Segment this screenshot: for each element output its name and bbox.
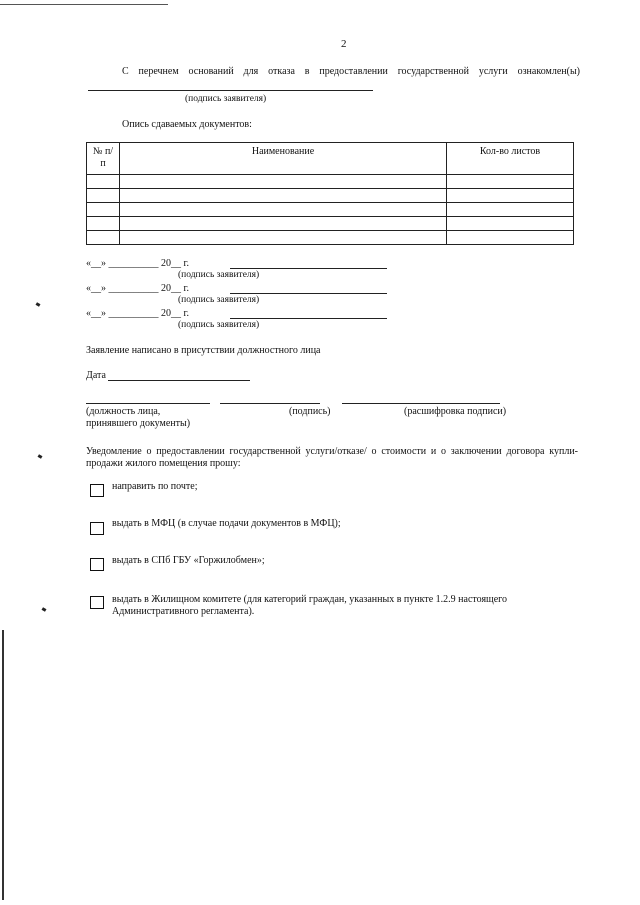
table-row[interactable] xyxy=(87,231,574,245)
column-header-name: Наименование xyxy=(120,143,447,175)
signature-line-3[interactable] xyxy=(230,318,387,319)
applicant-signature-caption: (подпись заявителя) xyxy=(185,94,267,104)
option-housing-committee-label: выдать в Жилищном комитете (для категорий граждан, указанных в пункте 1.2.9 настоящего xyxy=(112,594,508,605)
presence-statement: Заявление написано в присутствии должностного лица xyxy=(86,345,321,356)
official-signature-caption: (подпись) xyxy=(289,406,331,417)
option-gorzhilobmen-checkbox[interactable] xyxy=(90,558,104,571)
refusal-ack-text: С перечнем оснований для отказа в предоставлении государственной услуги ознакомлен(ы) xyxy=(122,66,580,77)
option-mfc-checkbox[interactable] xyxy=(90,522,104,535)
table-row[interactable] xyxy=(87,203,574,217)
date-line[interactable] xyxy=(108,380,250,381)
official-decoding-line[interactable] xyxy=(342,403,500,404)
scan-edge-top xyxy=(0,4,168,5)
signature-caption-2: (подпись заявителя) xyxy=(178,295,260,305)
table-row[interactable] xyxy=(87,175,574,189)
scan-edge-left xyxy=(2,630,4,900)
official-decoding-caption: (расшифровка подписи) xyxy=(404,406,507,417)
option-mail-label: направить по почте; xyxy=(112,481,198,492)
signature-line-1[interactable] xyxy=(230,268,387,269)
inventory-title: Опись сдаваемых документов: xyxy=(122,119,252,130)
official-position-caption-2: принявшего документы) xyxy=(86,418,191,429)
signature-date-3: «__» __________ 20__ г. xyxy=(86,308,189,319)
scan-speck xyxy=(38,454,43,459)
scan-speck xyxy=(42,607,47,612)
signature-date-1: «__» __________ 20__ г. xyxy=(86,258,189,269)
option-gorzhilobmen-label: выдать в СПб ГБУ «Горжилобмен»; xyxy=(112,555,265,566)
option-mfc-label: выдать в МФЦ (в случае подачи документов в МФЦ); xyxy=(112,518,341,529)
signature-caption-3: (подпись заявителя) xyxy=(178,320,260,330)
option-housing-committee-label-2: Административного регламента). xyxy=(112,606,255,617)
table-row[interactable] xyxy=(87,189,574,203)
scan-speck xyxy=(36,302,41,307)
option-mail-checkbox[interactable] xyxy=(90,484,104,497)
signature-caption-1: (подпись заявителя) xyxy=(178,270,260,280)
option-housing-committee-checkbox[interactable] xyxy=(90,596,104,609)
notification-intro-line-2: продажи жилого помещения прошу: xyxy=(86,458,241,469)
notification-intro-line-1: Уведомление о предоставлении государственной услуги/отказе/ о стоимости и о заключении договора купли- xyxy=(86,446,578,457)
official-position-line[interactable] xyxy=(86,403,210,404)
page-number: 2 xyxy=(341,38,347,50)
table-header-row xyxy=(87,143,574,175)
date-label: Дата xyxy=(86,370,106,381)
applicant-signature-line[interactable] xyxy=(88,90,373,91)
column-header-number: № п/п xyxy=(87,143,120,175)
documents-table xyxy=(86,142,574,245)
table-row[interactable] xyxy=(87,217,574,231)
signature-date-2: «__» __________ 20__ г. xyxy=(86,283,189,294)
official-signature-line[interactable] xyxy=(220,403,320,404)
official-position-caption: (должность лица, xyxy=(86,406,161,417)
signature-line-2[interactable] xyxy=(230,293,387,294)
column-header-sheets: Кол-во листов xyxy=(447,143,574,175)
